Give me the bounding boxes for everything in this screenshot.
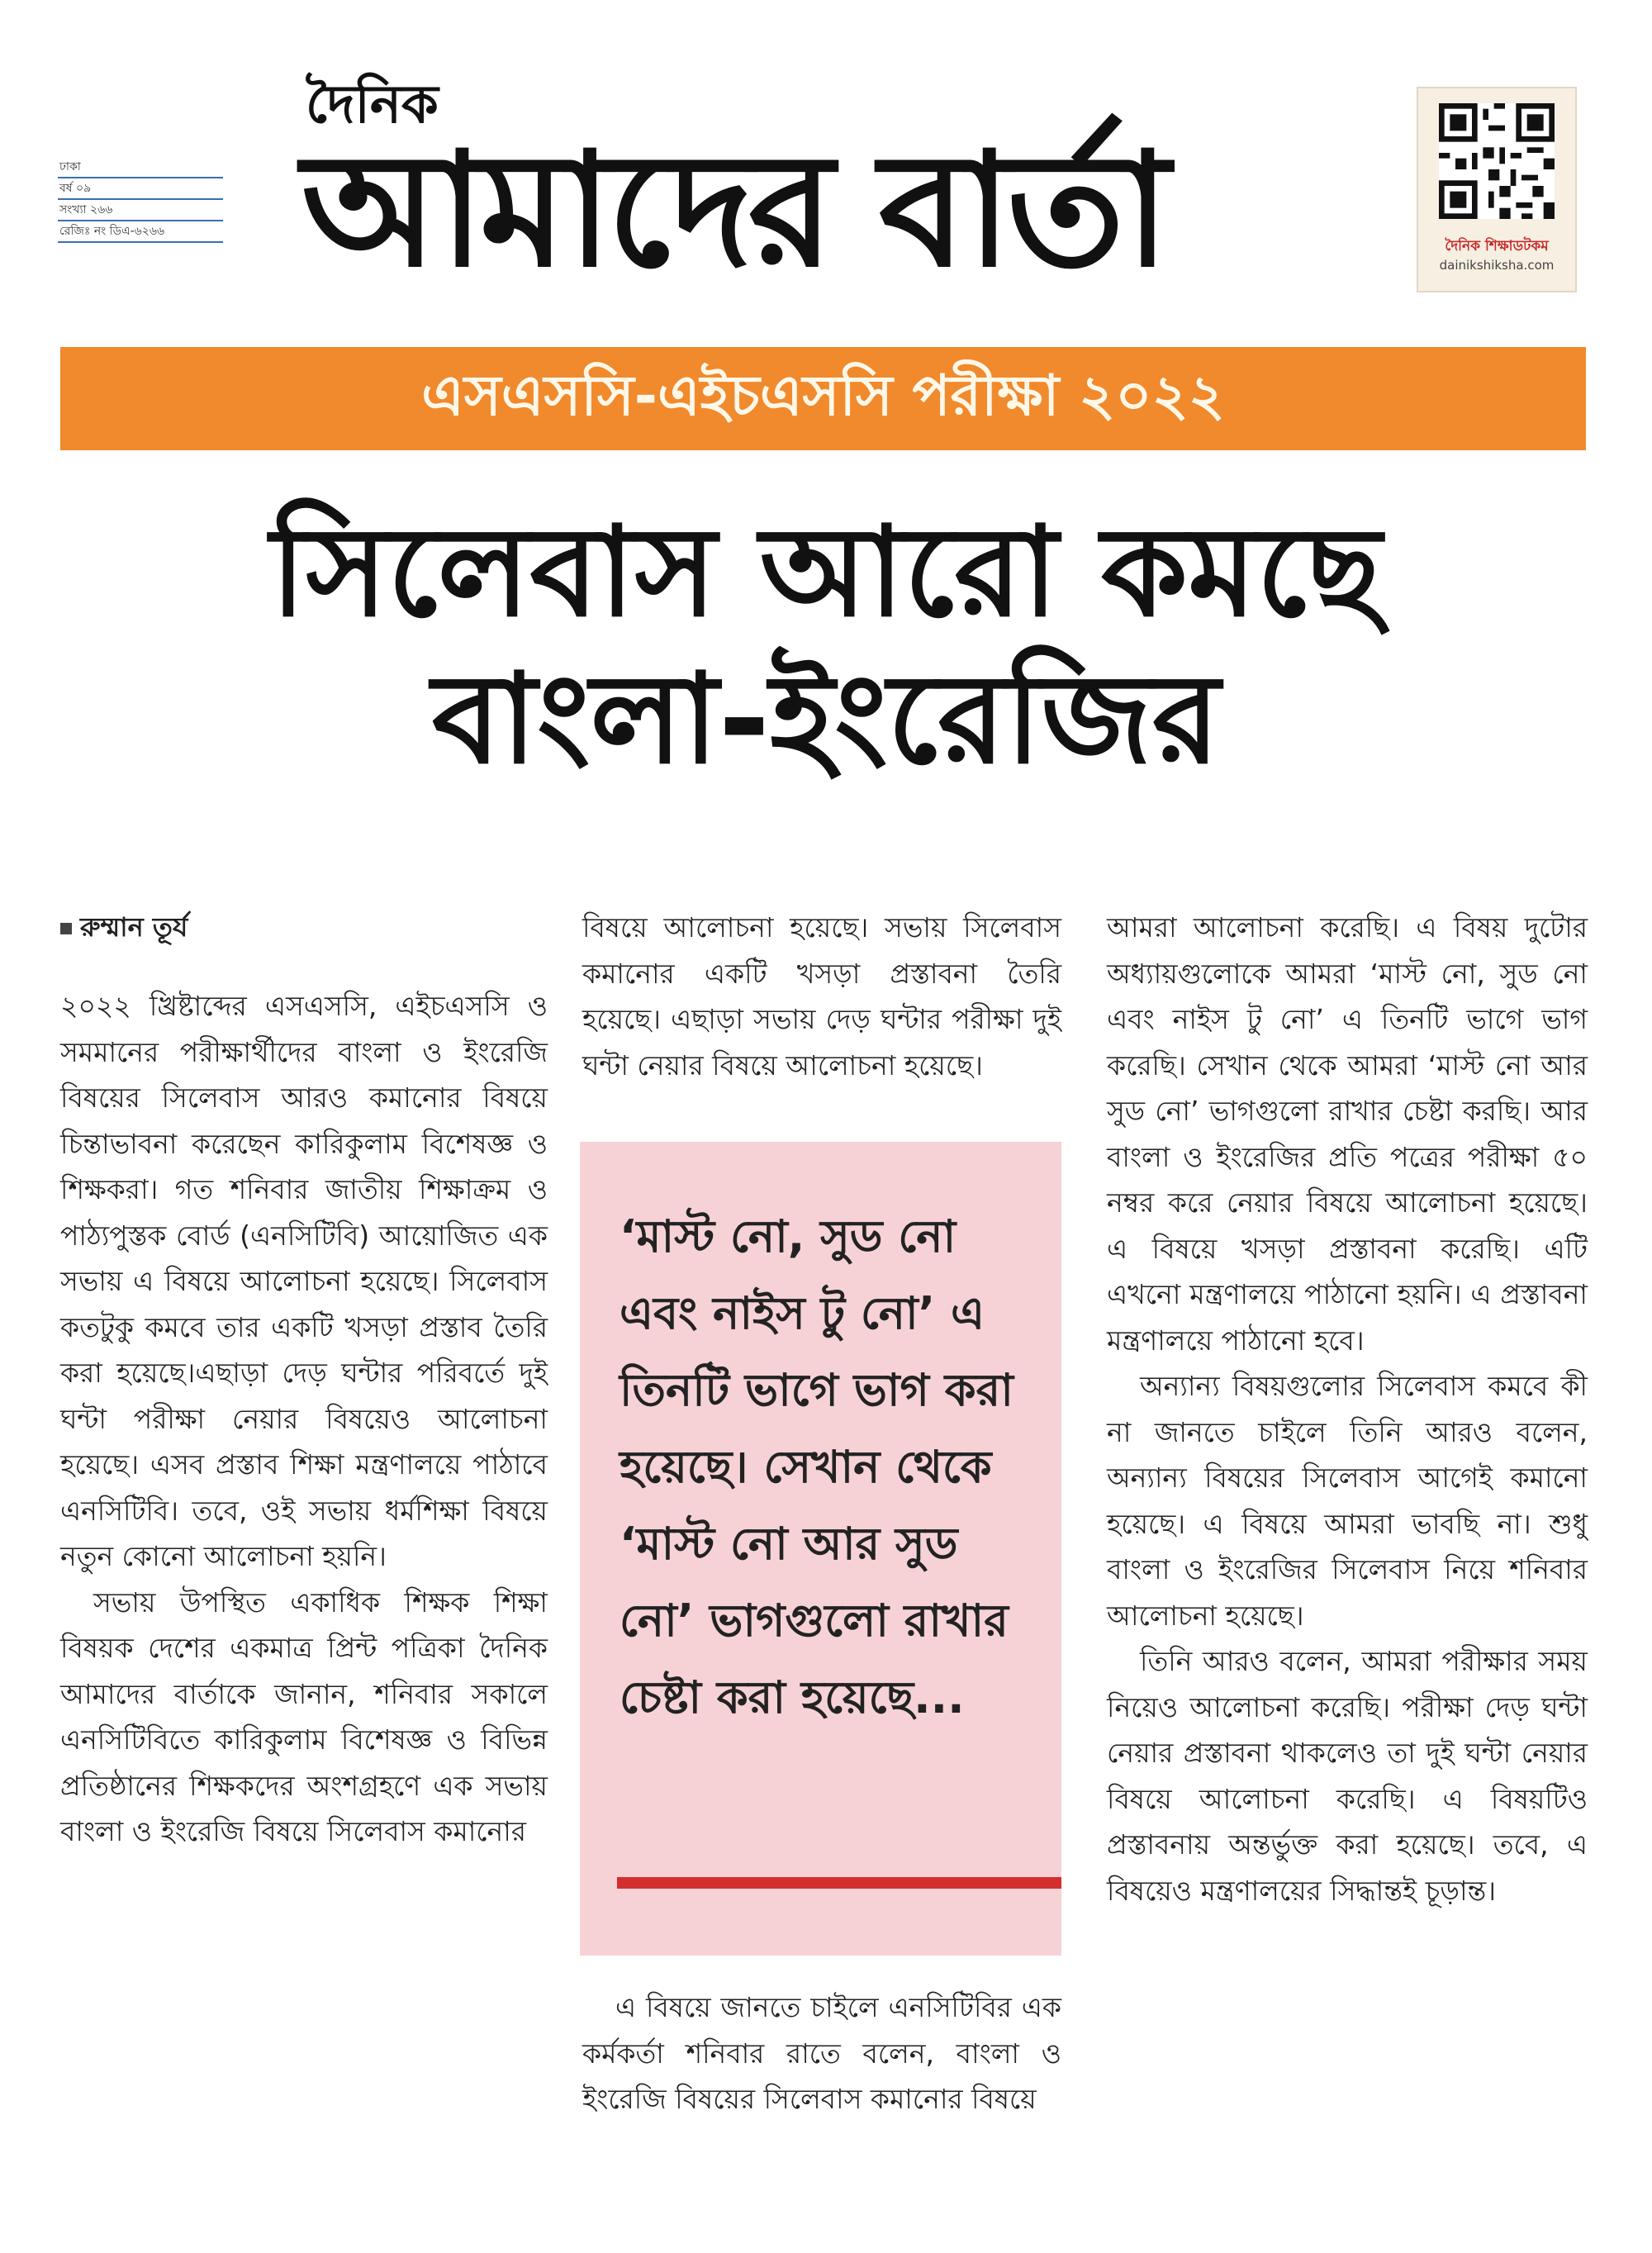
headline-line-1: সিলেবাস আরো কমছে xyxy=(270,501,1382,644)
section-banner xyxy=(60,347,1586,450)
byline-square-icon xyxy=(60,923,72,934)
edition-issue: সংখ্যা ২৬৬ xyxy=(58,200,223,221)
headline-line-2: বাংলা-ইংরেজির xyxy=(431,647,1221,791)
masthead-title: আমাদের বার্তা xyxy=(301,119,1165,302)
masthead xyxy=(0,0,1652,330)
qr-url[interactable]: dainikshiksha.com xyxy=(1439,258,1555,273)
qr-code-box[interactable] xyxy=(1417,87,1577,292)
edition-year: বর্ষ ০৯ xyxy=(58,178,223,200)
article-column-left xyxy=(60,905,548,1855)
article-paragraph: বিষয়ে আলোচনা হয়েছে। সভায় সিলেবাস কমানোর একটি খসড়া প্রস্তাবনা তৈরি হয়েছে। এছাড়া সভায় দেড় ঘন্টার পরীক্ষা দুই ঘন্টা নেয়ার বিষয়ে আলোচনা হয়েছে। xyxy=(582,911,1061,1081)
article-paragraph: আমরা আলোচনা করেছি। এ বিষয় দুটোর অধ্যায়গুলোকে আমরা ‘মাস্ট নো, সুড নো এবং নাইস টু নো’ এ তিনটি ভাগে ভাগ করেছি। সেখান থেকে আমরা ‘মাস্ট নো আর সুড নো’ ভাগগুলো রাখার চেষ্টা করছি। আর বাংলা ও ইংরেজির প্রতি পত্রের পরীক্ষা ৫০ নম্বর করে নেয়ার বিষয়ে আলোচনা হয়েছে। এ বিষয়ে খসড়া প্রস্তাবনা করেছি। এটি এখনো মন্ত্রণালয়ে পাঠানো হয়নি। এ প্রস্তাবনা মন্ত্রণালয়ে পাঠানো হবে। xyxy=(1107,911,1588,1357)
article-column-middle-top xyxy=(582,905,1061,1088)
pull-quote-accent-bar xyxy=(617,1877,1061,1889)
edition-info xyxy=(58,157,223,243)
qr-code-icon xyxy=(1439,103,1555,219)
headline xyxy=(0,496,1652,797)
edition-city: ঢাকা xyxy=(58,157,223,178)
pull-quote-box xyxy=(580,1142,1061,1956)
qr-label: দৈনিক শিক্ষাডটকম xyxy=(1445,238,1549,254)
article-paragraph: তিনি আরও বলেন, আমরা পরীক্ষার সময় নিয়েও আলোচনা করেছি। পরীক্ষা দেড় ঘন্টা নেয়ার প্রস্তাবনা থাকলেও তা দুই ঘন্টা নেয়ার বিষয়ে আলোচনা করেছি। এ বিষয়টিও প্রস্তাবনায় অন্তর্ভুক্ত করা হয়েছে। তবে, এ বিষয়েও মন্ত্রণালয়ের সিদ্ধান্তই চূড়ান্ত। xyxy=(1107,1645,1588,1907)
article-column-right xyxy=(1107,905,1588,1913)
article-paragraph: অন্যান্য বিষয়গুলোর সিলেবাস কমবে কী না জানতে চাইলে তিনি আরও বলেন, অন্যান্য বিষয়ের সিলেবাস আগেই কমানো হয়েছে। এ বিষয়ে আমরা ভাবছি না। শুধু বাংলা ও ইংরেজির সিলেবাস নিয়ে শনিবার আলোচনা হয়েছে। xyxy=(1107,1370,1588,1632)
masthead-kicker: দৈনিক xyxy=(306,74,439,135)
byline xyxy=(60,905,548,950)
article-paragraph: সভায় উপস্থিত একাধিক শিক্ষক শিক্ষা বিষয়ক দেশের একমাত্র প্রিন্ট পত্রিকা দৈনিক আমাদের বার্তাকে জানান, শনিবার সকালে এনসিটিবিতে কারিকুলাম বিশেষজ্ঞ ও বিভিন্ন প্রতিষ্ঠানের শিক্ষকদের অংশগ্রহণে এক সভায় বাংলা ও ইংরেজি বিষয়ে সিলেবাস কমানোর xyxy=(60,1585,548,1847)
byline-author: রুম্মান তূর্য xyxy=(80,911,188,943)
pull-quote-text: ‘মাস্ট নো, সুড নো এবং নাইস টু নো’ এ তিনটি ভাগে ভাগ করা হয়েছে। সেখান থেকে ‘মাস্ট নো আর সুড নো’ ভাগগুলো রাখার চেষ্টা করা হয়েছে... xyxy=(620,1210,1014,1723)
article-paragraph: ২০২২ খ্রিষ্টাব্দের এসএসসি, এইচএসসি ও সমমানের পরীক্ষার্থীদের বাংলা ও ইংরেজি বিষয়ের সিলেবাস আরও কমানোর বিষয়ে চিন্তাভাবনা করেছেন কারিকুলাম বিশেষজ্ঞ ও শিক্ষকরা। গত শনিবার জাতীয় শিক্ষাক্রম ও পাঠ্যপুস্তক বোর্ড (এনসিটিবি) আয়োজিত এক সভায় এ বিষয়ে আলোচনা হয়েছে। সিলেবাস কতটুকু কমবে তার একটি খসড়া প্রস্তাব তৈরি করা হয়েছে।এছাড়া দেড় ঘন্টার পরিবর্তে দুই ঘন্টা পরীক্ষা নেয়ার বিষয়েও আলোচনা হয়েছে। এসব প্রস্তাব শিক্ষা মন্ত্রণালয়ে পাঠাবে এনসিটিবি। তবে, ওই সভায় ধর্মশিক্ষা বিষয়ে নতুন কোনো আলোচনা হয়নি। xyxy=(60,990,548,1572)
edition-registration: রেজিঃ নং ডিএ-৬২৬৬ xyxy=(58,221,223,243)
article-column-middle-bottom xyxy=(582,1984,1061,2122)
article-paragraph: এ বিষয়ে জানতে চাইলে এনসিটিবির এক কর্মকর্তা শনিবার রাতে বলেন, বাংলা ও ইংরেজি বিষয়ের সিলেবাস কমানোর বিষয়ে xyxy=(582,1991,1061,2115)
section-banner-text: এসএসসি-এইচএসসি পরীক্ষা ২০২২ xyxy=(421,363,1225,429)
